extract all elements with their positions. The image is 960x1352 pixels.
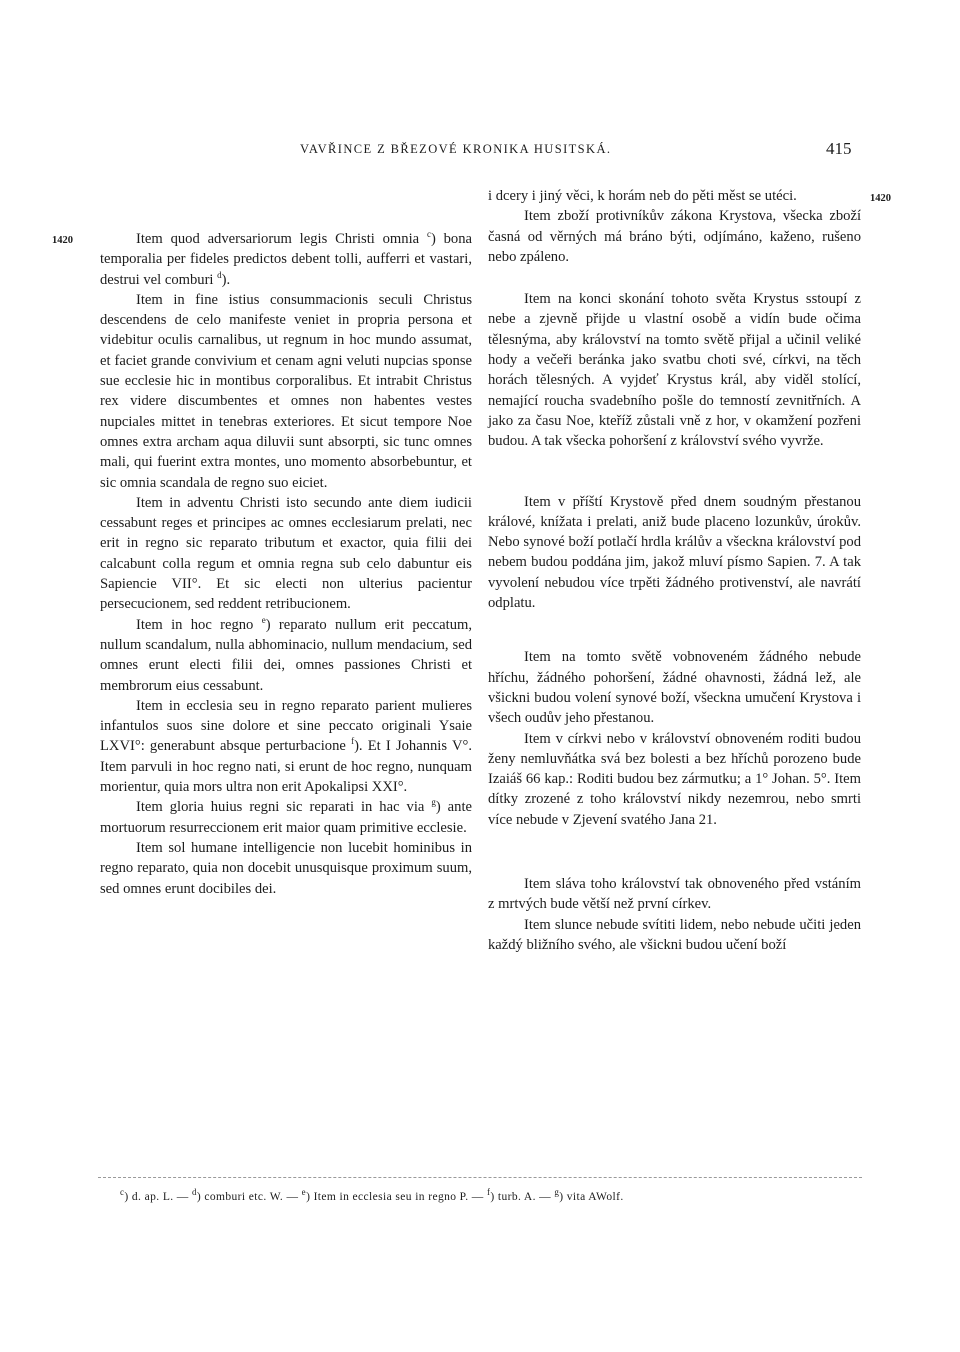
- czech-paragraph: Item v církvi nebo v království obnoveném roditi budou ženy nemluvňátka svá bez bolesti a bez hříchů porozeno bude Izaiáš 66 kap.: Roditi budou bez zármutku; a 1° Johan. 5°. Item dítky zrozené z toho království nikdy nezemrou, nebo smrti více nebude v Zjevení svatého Jana 21.: [488, 730, 861, 828]
- latin-paragraph: Item in adventu Christi isto secundo ante diem iudicii cessabunt reges et principes ac omnes ecclesiarum prelati, nec erit in regno sic reparato tributum et exactor, quia filii dei calcabunt colla regum et omnia regna sub celo dabuntur eis Sapiencie VII°. Et sic electi non ulterius pacientur persecucionem, sed reddent retribucionem.: [100, 494, 472, 613]
- page-header: [0, 139, 960, 162]
- footnote-mark: c: [120, 1187, 125, 1198]
- footnote-mark: e: [301, 1187, 307, 1198]
- latin-paragraph: Item gloria huius regni sic reparati in hac via $^g$) ante mortuorum resurreccionem erit maior quam primitive ecclesie.: [100, 797, 472, 836]
- footnote-divider: [98, 1177, 862, 1178]
- year-marker-right: 1420: [870, 193, 891, 204]
- footnote-mark: d: [191, 1187, 197, 1198]
- footnote-ref: g: [431, 797, 436, 808]
- czech-column: [488, 186, 861, 955]
- footnote-text: ) Item in ecclesia seu in regno P. —: [306, 1191, 487, 1203]
- latin-paragraph: Item quod adversariorum legis Christi omnia $^c$) bona temporalia per fideles predictos debent tolli, aufferri et vastari, destrui vel comburi $^d$).: [100, 229, 472, 288]
- footnote-text: ) d. ap. L. —: [124, 1191, 192, 1203]
- latin-paragraph: Item in fine istius consummacionis seculi Christus descendens de celo manifeste veniet in propria persona et videbitur oculis carnalibus, ut regnum in hoc mundo assumat, et faciet grande convivium et cenam agni veluti nupcias sponse sue ecclesie hic in montibus corporalibus. Et intrabit Christus rex videre discumbentes et omnes non habentes vestes nupciales mittet in tenebras exteriores. Et sicut tempore Noe omnes extra archam aqua diluvii sunt absorpti, sic tunc omnes mali, qui fuerint extra montes, uno momento absorbebuntur, et sic omnia scandala de regno suo eiciet.: [100, 291, 472, 491]
- footnote-ref: f: [351, 736, 355, 747]
- footnotes: [120, 1187, 860, 1203]
- year-marker-left: 1420: [52, 235, 73, 246]
- czech-paragraph: i dcery i jiný věci, k horám neb do pěti měst se utéci.: [488, 188, 797, 204]
- footnote-text: ) vita AWolf.: [559, 1191, 624, 1203]
- latin-column: [100, 229, 472, 899]
- czech-paragraph: Item na tomto světě vobnoveném žádného nebude hříchu, žádného pohoršení, žádné ohavnosti, žádná lež, ale všickni budou volení synové boží, všeckna umučení Krystova i všech oudův jeho přestanou.: [488, 649, 861, 727]
- czech-paragraph: Item na konci skonání tohoto světa Krystus sstoupí z nebe a zjevně přijde u vlastní osobě a vidín bude očima tělesnýma, aby království na tomto světě přijal a učinil veliké hody a večeři beránka jako svatbu choti své, církvi, na těch horách tělesných. A vyjdeť Krystus král, aby viděl stolící, nemající roucha svadebního pošle do temností zevnitřních. A jako za času Noe, kteříž zůstali vně z hor, v okamžení pozřeni budou. A tak všecka pohoršení z království svého vyvrže.: [488, 291, 861, 450]
- page-number: 415: [826, 139, 852, 158]
- footnote-ref: c: [426, 229, 431, 240]
- latin-paragraph: Item in ecclesia seu in regno reparato parient mulieres infantulos suos sine dolore et sine peccato originali Ysaie LXVI°: generabunt absque perturbacione $^f$). Et I Johannis V°. Item parvuli in hoc regno nati, si erunt de hoc regno, nunquam morientur, quia mors ultra non erit Apokalipsi XXI°.: [100, 697, 472, 796]
- latin-paragraph: Item in hoc regno $^e$) reparato nullum erit peccatum, nullum scandalum, nulla abhominacio, nullum mendacium, sed omnes erunt electi filii dei, omnes passiones Christi et membrorum eius cessabunt.: [100, 614, 472, 694]
- footnote-mark: g: [554, 1187, 560, 1198]
- czech-paragraph: Item sláva toho království tak obnoveného před vstáním z mrtvých bude větší než první církev.: [488, 876, 861, 913]
- footnote-text: ) turb. A. —: [490, 1191, 555, 1203]
- footnote-ref: e: [261, 614, 266, 625]
- footnote-mark: f: [486, 1187, 491, 1198]
- latin-paragraph: Item sol humane intelligencie non lucebit hominibus in regno reparato, quia non docebit unusquisque proximum suum, sed omnes erunt docibiles dei.: [100, 839, 472, 897]
- czech-paragraph: Item slunce nebude svítiti lidem, nebo nebude učiti jeden každý bližního svého, ale všickni budou učení boží: [488, 916, 861, 953]
- czech-paragraph: Item v příští Krystově před dnem soudným přestanou králové, knížata i prelati, aniž bude placeno lozunkův, úrokův. Nebo synové boží potlačí hrdla králův a všeckna království pod nebem budou poddána jim, jakož mluví písmo Sapien. 7. A tak vyvolení nebudou více trpěti žádného protivenství, ale navrátí odplatu.: [488, 493, 861, 612]
- czech-paragraph: Item zboží protivníkův zákona Krystova, všecka zboží časná od věrných má bráno býti, odjímáno, kaženo, rušeno nebo zpáleno.: [488, 208, 861, 265]
- footnote-ref: d: [217, 269, 222, 280]
- footnote-text: ) comburi etc. W. —: [196, 1191, 302, 1203]
- running-title: VAVŘINCE Z BŘEZOVÉ KRONIKA HUSITSKÁ.: [300, 142, 612, 156]
